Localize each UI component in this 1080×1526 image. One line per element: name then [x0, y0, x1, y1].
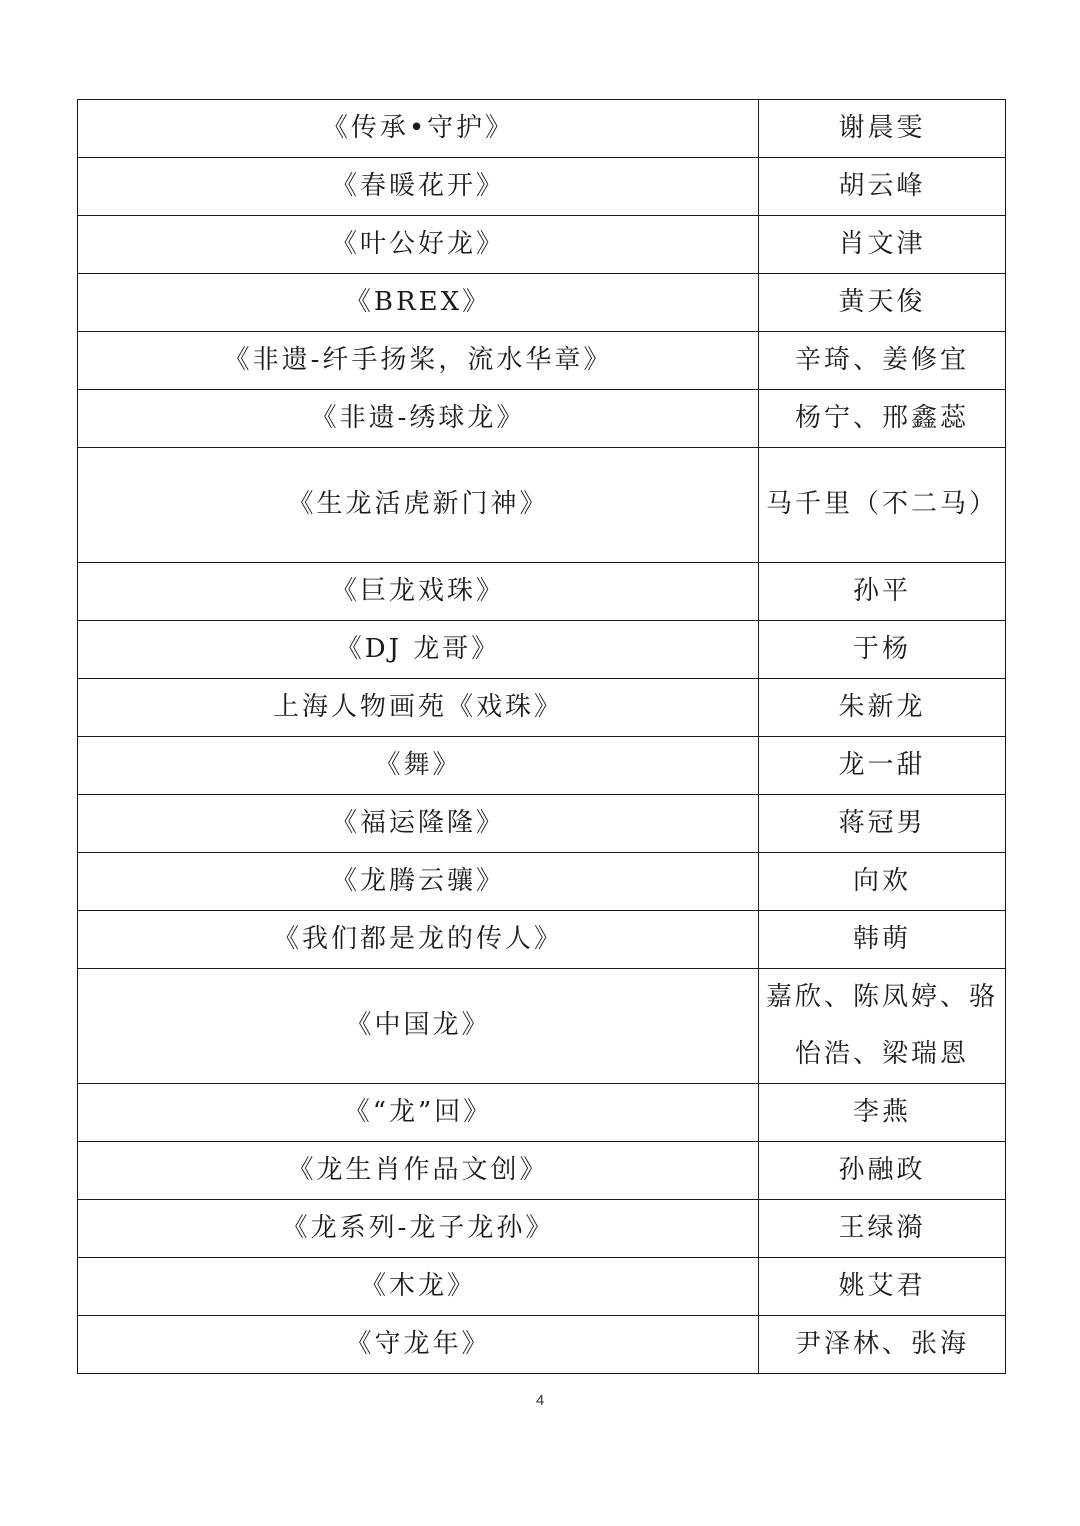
work-author: 蒋冠男 [759, 794, 1006, 852]
work-author: 于杨 [759, 620, 1006, 678]
table-row [78, 1083, 1006, 1141]
table-row [78, 390, 1006, 448]
work-author: 姚艾君 [759, 1257, 1006, 1315]
work-title: 《春暖花开》 [78, 158, 759, 216]
table-row [78, 1257, 1006, 1315]
work-author: 黄天俊 [759, 274, 1006, 332]
table-row [78, 852, 1006, 910]
table-row [78, 910, 1006, 968]
work-title: 《守龙年》 [78, 1315, 759, 1373]
work-author: 王绿漪 [759, 1199, 1006, 1257]
work-author: 辛琦、姜修宜 [759, 332, 1006, 390]
page-number: 4 [535, 1392, 545, 1409]
table-row [78, 968, 1006, 1083]
table-row [78, 332, 1006, 390]
table-row [78, 448, 1006, 563]
work-title: 《BREX》 [78, 274, 759, 332]
work-title: 《木龙》 [78, 1257, 759, 1315]
work-title: 《“龙”回》 [78, 1083, 759, 1141]
table-row [78, 794, 1006, 852]
work-author: 尹泽林、张海 [759, 1315, 1006, 1373]
table-row [78, 158, 1006, 216]
work-author: 向欢 [759, 852, 1006, 910]
work-author: 孙平 [759, 562, 1006, 620]
work-title: 《传承•守护》 [78, 100, 759, 158]
work-title: 《中国龙》 [78, 968, 759, 1083]
table-row [78, 1199, 1006, 1257]
table-row [78, 562, 1006, 620]
work-title: 上海人物画苑《戏珠》 [78, 678, 759, 736]
table-row [78, 274, 1006, 332]
work-title: 《舞》 [78, 736, 759, 794]
work-author: 谢晨雯 [759, 100, 1006, 158]
table-row [78, 678, 1006, 736]
work-author: 龙一甜 [759, 736, 1006, 794]
table-row [78, 216, 1006, 274]
works-table [77, 99, 1006, 1374]
work-author: 朱新龙 [759, 678, 1006, 736]
table-row [78, 620, 1006, 678]
work-title: 《DJ 龙哥》 [78, 620, 759, 678]
work-author: 嘉欣、陈凤婷、骆怡浩、梁瑞恩 [759, 968, 1006, 1083]
work-author: 杨宁、邢鑫蕊 [759, 390, 1006, 448]
work-title: 《龙系列-龙子龙孙》 [78, 1199, 759, 1257]
work-author: 肖文津 [759, 216, 1006, 274]
work-author: 孙融政 [759, 1141, 1006, 1199]
work-title: 《非遗-纤手扬桨，流水华章》 [78, 332, 759, 390]
work-title: 《非遗-绣球龙》 [78, 390, 759, 448]
work-author: 韩萌 [759, 910, 1006, 968]
table-row [78, 1141, 1006, 1199]
table-row [78, 100, 1006, 158]
works-table-body [78, 100, 1006, 1374]
table-row [78, 1315, 1006, 1373]
table-row [78, 736, 1006, 794]
work-title: 《福运隆隆》 [78, 794, 759, 852]
work-author: 马千里（不二马） [759, 448, 1006, 563]
work-author: 胡云峰 [759, 158, 1006, 216]
work-title: 《龙生肖作品文创》 [78, 1141, 759, 1199]
work-title: 《龙腾云骧》 [78, 852, 759, 910]
work-title: 《生龙活虎新门神》 [78, 448, 759, 563]
work-title: 《我们都是龙的传人》 [78, 910, 759, 968]
work-title: 《叶公好龙》 [78, 216, 759, 274]
work-author: 李燕 [759, 1083, 1006, 1141]
work-title: 《巨龙戏珠》 [78, 562, 759, 620]
